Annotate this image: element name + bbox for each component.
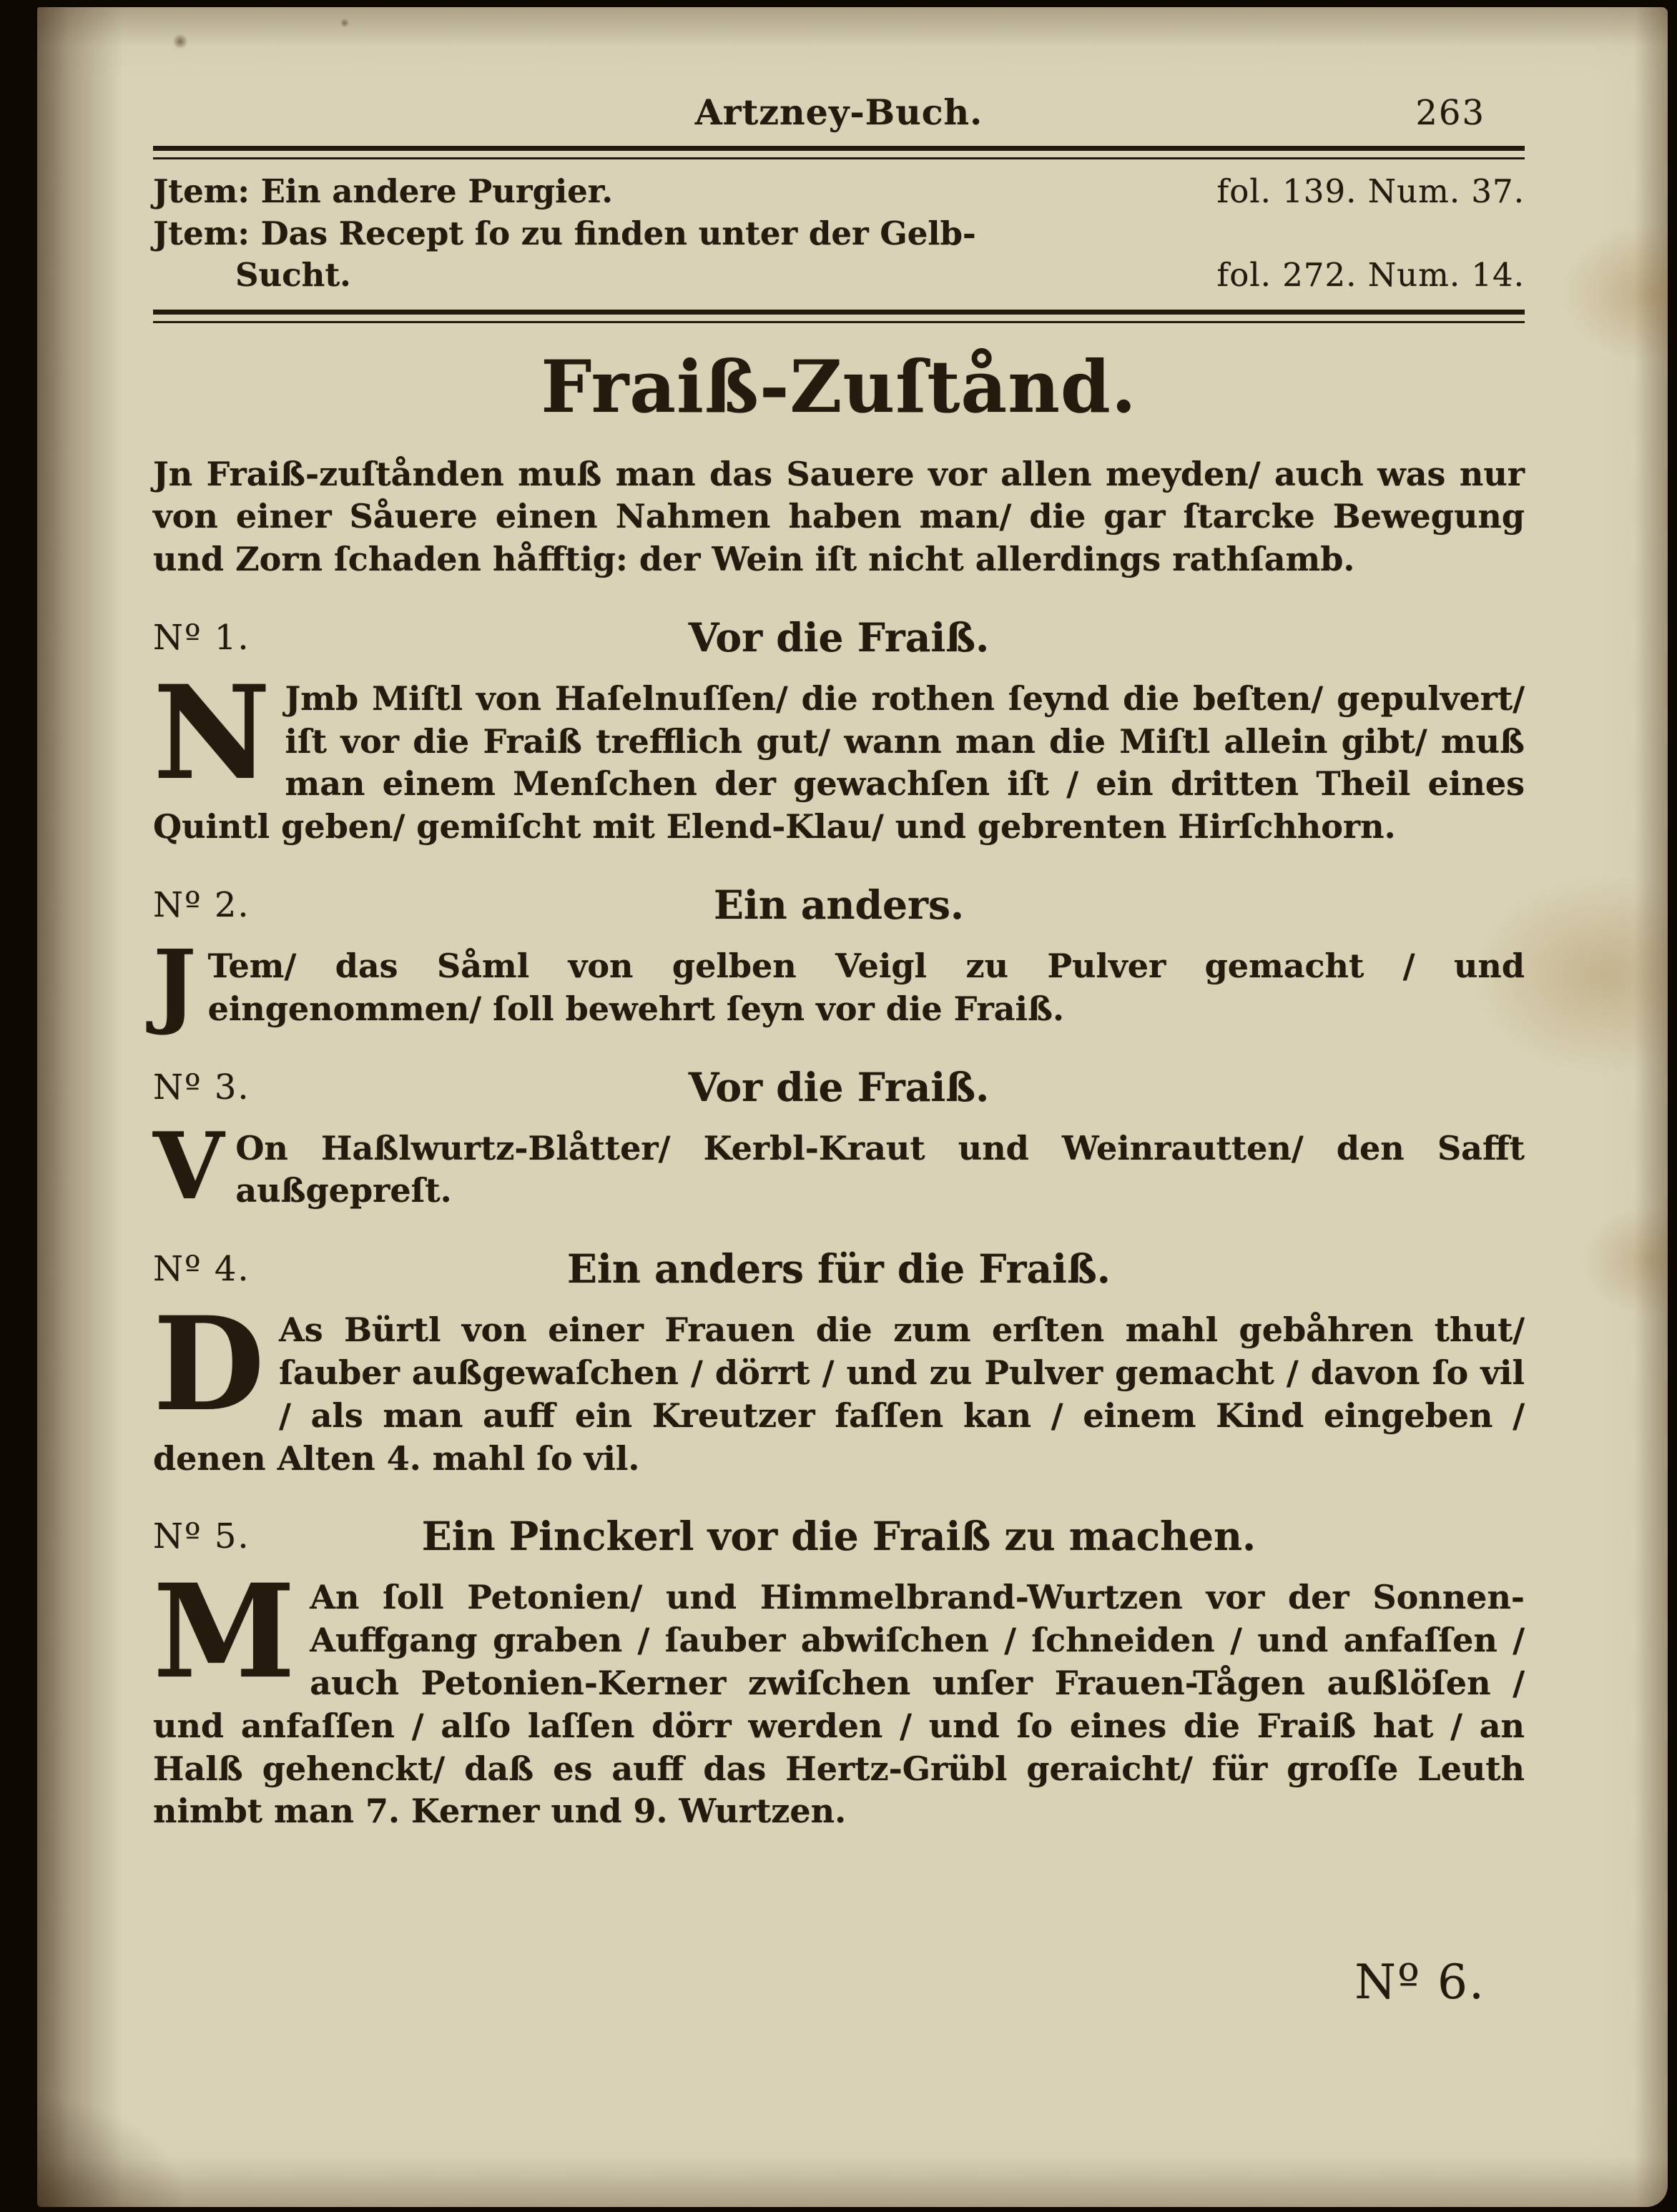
section-body-text: As Bürtl von einer Frauen die zum erſten mahl gebåhren thut/ ſauber außgewaſchen / dörrt / und zu Pulver gemacht / davon ſo vil / als man auff ein Kreutzer faſſen kan / einem Kind eingeben / denen Alten 4. mahl ſo vil.	[153, 1310, 1525, 1478]
section-number: Nº 5.	[153, 1516, 250, 1557]
index-block	[153, 171, 1525, 297]
section-heading: Ein Pinckerl vor die Fraiß zu machen.	[421, 1513, 1256, 1560]
section-heading-row	[153, 614, 1525, 661]
section-heading: Vor die Fraiß.	[688, 613, 990, 661]
section-heading-row	[153, 1064, 1525, 1110]
section-body	[153, 931, 1525, 1039]
index-entry-row	[153, 171, 1525, 213]
recipe-section-2	[153, 882, 1525, 1039]
book-page	[37, 7, 1668, 2207]
intro-paragraph: Jn Fraiß-zuſtånden muß man das Sauere vor allen meyden/ auch was nur von einer Såuere einen Nahmen haben man/ die gar ſtarcke Bewegung und Zorn ſchaden håfftig: der Wein iſt nicht allerdings rathſamb.	[153, 454, 1525, 579]
section-body-text: Tem/ das Såml von gelben Veigl zu Pulver gemacht / und eingenommen/ ſoll bewehrt ſeyn vor die Fraiß.	[207, 947, 1525, 1028]
index-entry-text: Jtem: Ein andere Purgier.	[153, 172, 614, 210]
recipe-section-4	[153, 1245, 1525, 1480]
drop-cap: M	[153, 1556, 296, 1708]
index-entry-ref: fol. 272. Num. 14.	[1216, 256, 1525, 294]
section-body-text: On Haßlwurtz-Blåtter/ Kerbl-Kraut und Weinrautten/ den Safft außgepreſt.	[235, 1128, 1525, 1210]
section-number: Nº 1.	[153, 617, 250, 658]
section-number: Nº 3.	[153, 1067, 250, 1107]
recipe-section-1	[153, 614, 1525, 849]
section-body	[153, 657, 1525, 849]
drop-cap: D	[153, 1289, 265, 1441]
section-body-text: An ſoll Petonien/ und Himmelbrand-Wurtzen vor der Sonnen-Auffgang graben / ſauber abwiſchen / ſchneiden / und anfaſſen / auch Petonien-Kerner zwiſchen unſer Frauen-Tågen außlöſen / und anfaſſen / alſo laſſen dörr werden / und ſo eines die Fraiß hat / an Halß gehenckt/ daß es auff das Hertz-Grübl geraicht/ für groſſe Leuth nimbt man 7. Kerner und 9. Wurtzen.	[153, 1578, 1525, 1831]
section-heading: Vor die Fraiß.	[688, 1063, 990, 1110]
index-entry-text: Sucht.	[235, 256, 351, 294]
section-number: Nº 4.	[153, 1249, 250, 1290]
section-heading-row	[153, 882, 1525, 928]
drop-cap: V	[153, 1112, 225, 1220]
index-entry-ref: fol. 139. Num. 37.	[1216, 172, 1525, 210]
recipe-section-3	[153, 1063, 1525, 1220]
index-entry-row	[153, 255, 1525, 297]
drop-cap: J	[153, 931, 197, 1039]
index-entry-text: Jtem: Das Recept ſo zu finden unter der Gelb-	[153, 214, 976, 252]
section-body	[153, 1112, 1525, 1220]
rule-divider-top	[153, 146, 1525, 159]
page-content	[153, 92, 1525, 2010]
drop-cap: N	[153, 657, 271, 809]
section-body	[153, 1556, 1525, 1833]
section-heading-row	[153, 1245, 1525, 1292]
chapter-title: Fraiß-Zuſtånd.	[541, 344, 1137, 429]
running-title: Artzney-Buch.	[694, 92, 983, 133]
recipe-section-5	[153, 1513, 1525, 1833]
section-heading: Ein anders für die Fraiß.	[567, 1245, 1111, 1293]
index-entry-row	[153, 213, 1525, 255]
section-heading: Ein anders.	[713, 882, 965, 929]
page-number: 263	[1415, 93, 1485, 133]
rule-divider-index	[153, 310, 1525, 323]
catchword: Nº 6.	[1354, 1955, 1485, 2010]
section-number: Nº 2.	[153, 885, 250, 926]
section-body-text: Jmb Miſtl von Haſelnuſſen/ die rothen ſeynd die beſten/ gepulvert/ iſt vor die Fraiß trefflich gut/ wann man die Miſtl allein gibt/ muß man einem Menſchen der gewachſen iſt / ein dritten Theil eines Quintl geben/ gemiſcht mit Elend-Klau/ und gebrenten Hirſchhorn.	[153, 678, 1525, 846]
section-body	[153, 1289, 1525, 1480]
section-heading-row	[153, 1513, 1525, 1559]
page-header	[153, 92, 1525, 133]
